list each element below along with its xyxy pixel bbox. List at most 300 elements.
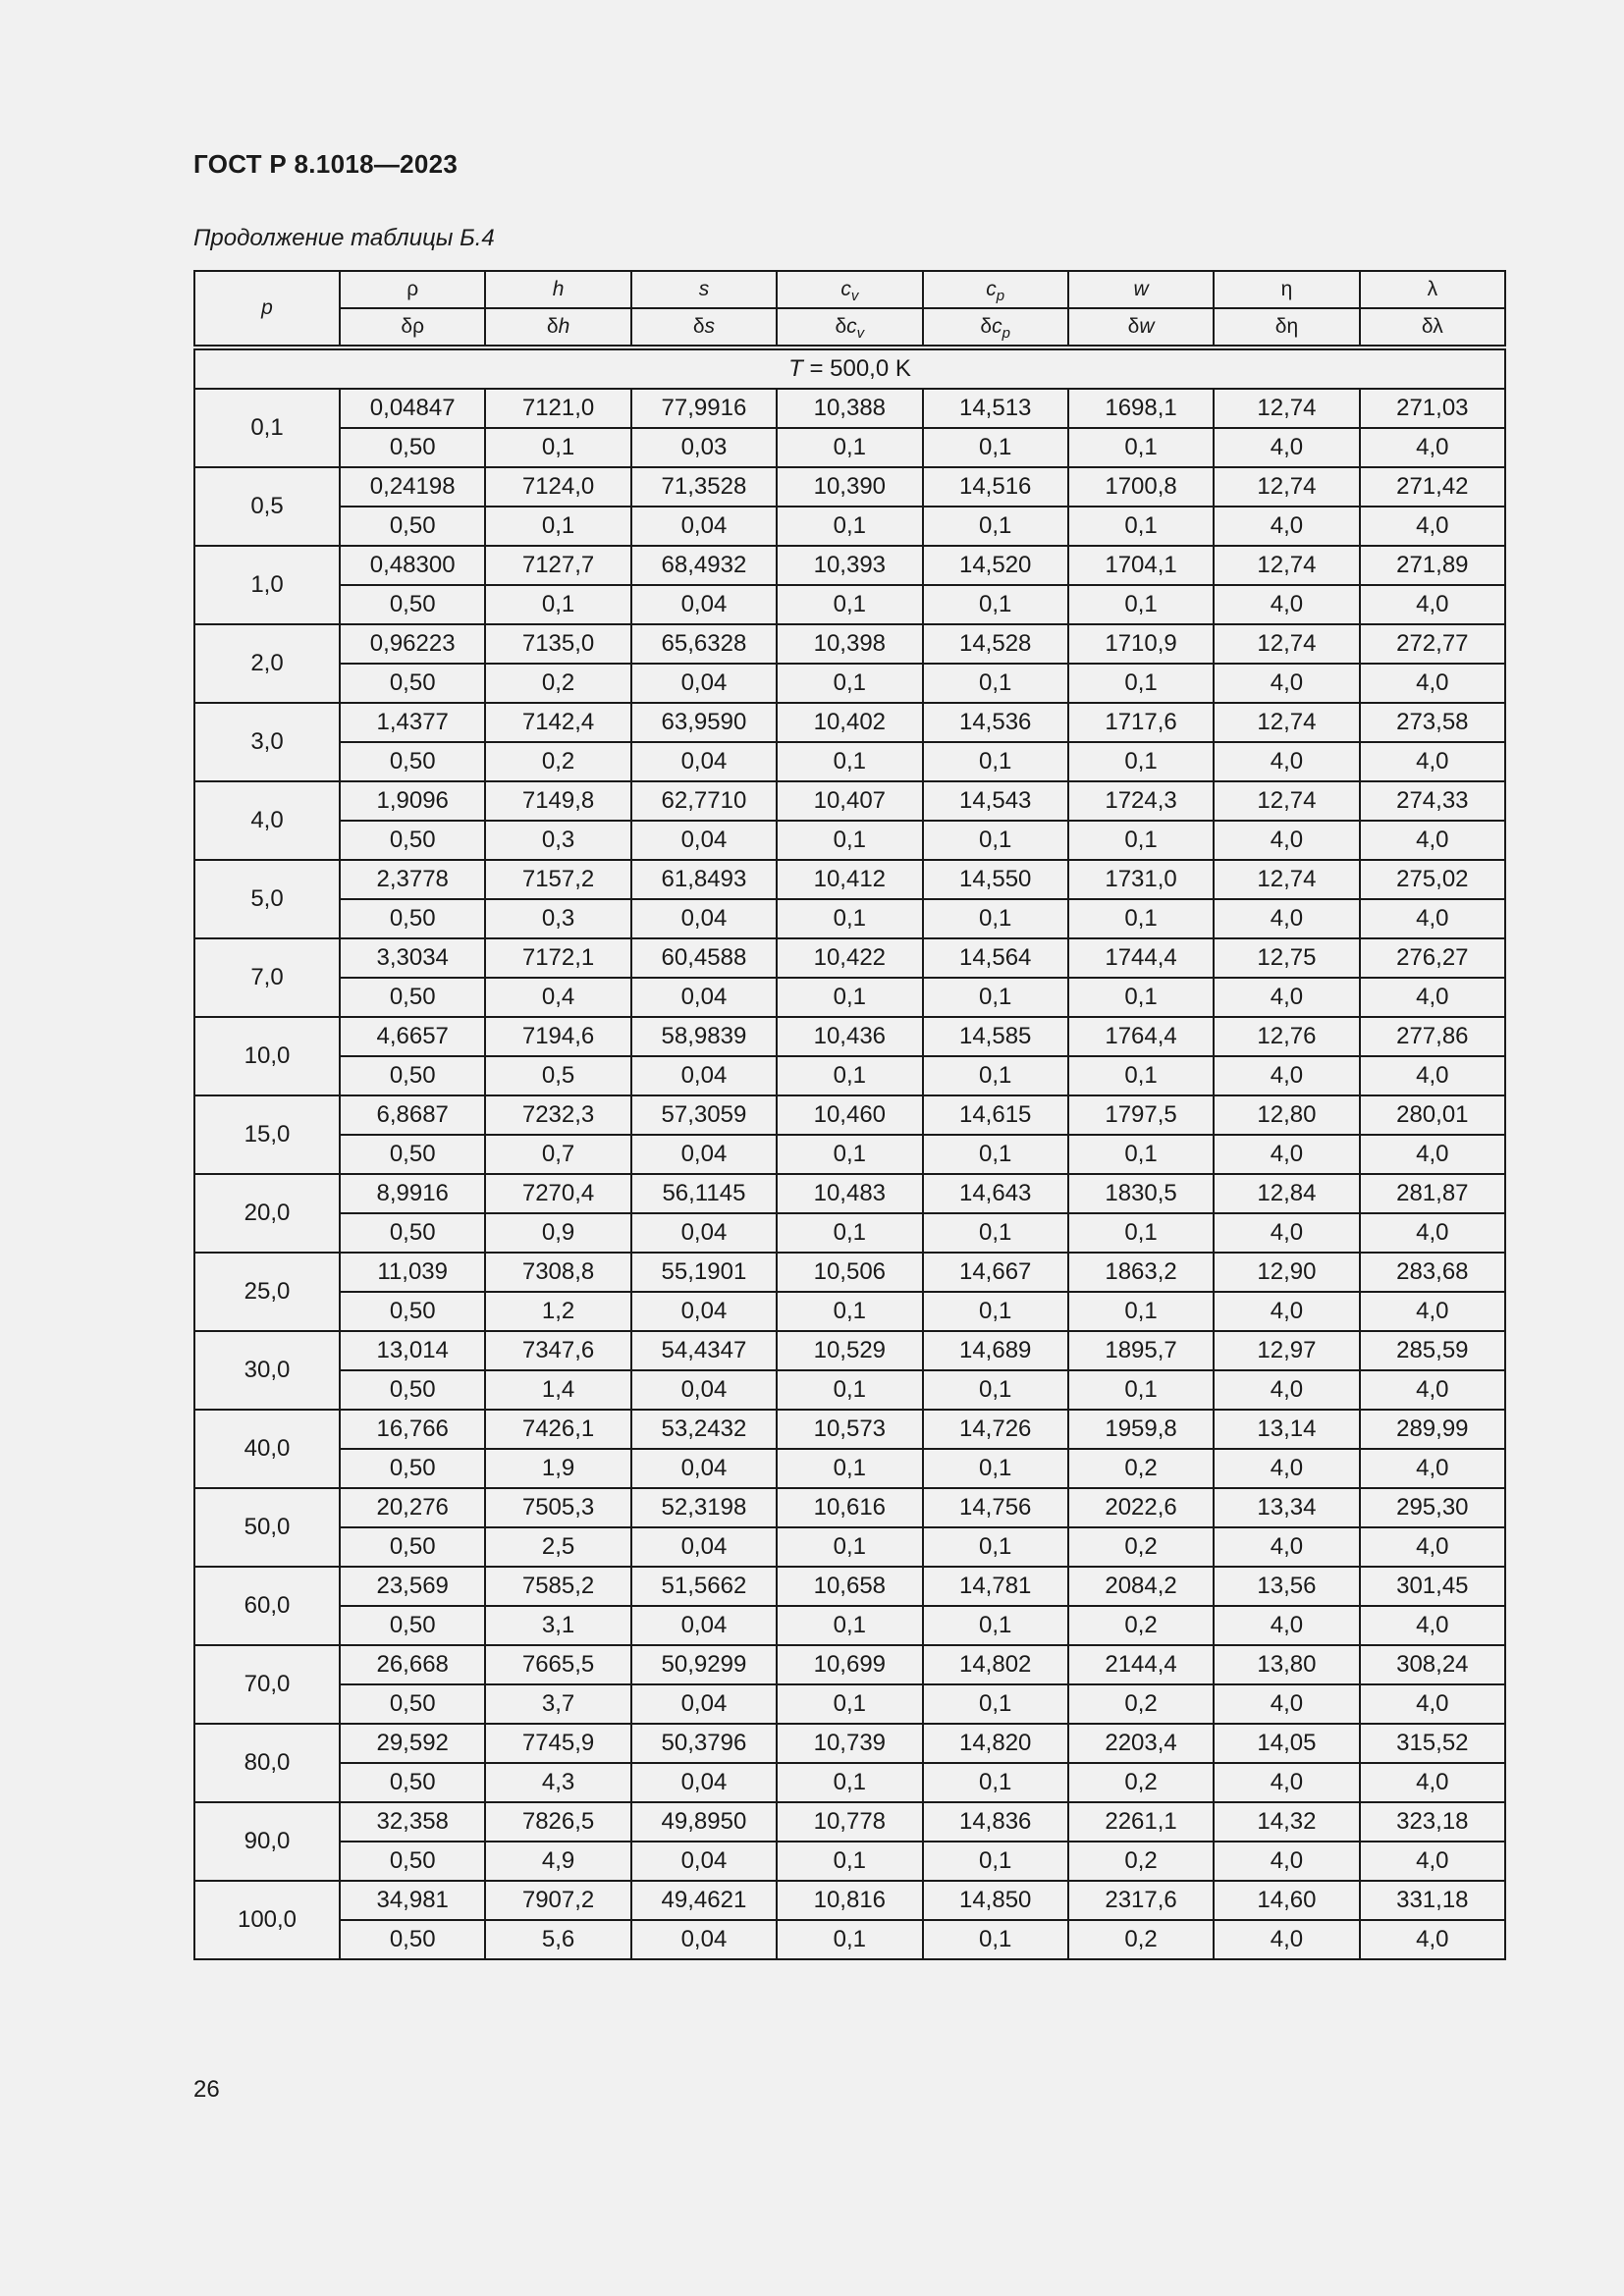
header-pressure: p	[194, 271, 340, 347]
uncertainty-symbol: c	[992, 315, 1002, 338]
uncertainty-cell: 0,1	[923, 1763, 1068, 1802]
uncertainty-cell: 4,0	[1360, 1684, 1505, 1724]
uncertainty-cell: 0,50	[340, 1056, 485, 1095]
value-cell: 331,18	[1360, 1881, 1505, 1920]
uncertainty-cell: 0,1	[1068, 978, 1214, 1017]
page-number: 26	[193, 2076, 220, 2103]
value-cell: 2084,2	[1068, 1567, 1214, 1606]
uncertainty-cell: 0,1	[923, 664, 1068, 703]
uncertainty-cell: 0,04	[631, 585, 777, 624]
value-cell: 0,48300	[340, 546, 485, 585]
value-cell: 63,9590	[631, 703, 777, 742]
value-cell: 10,739	[777, 1724, 922, 1763]
uncertainty-cell: 4,0	[1214, 1292, 1359, 1331]
value-cell: 273,58	[1360, 703, 1505, 742]
uncertainty-cell: 0,04	[631, 978, 777, 1017]
uncertainty-cell: 0,1	[485, 428, 630, 467]
value-cell: 14,543	[923, 781, 1068, 821]
uncertainty-cell: 0,5	[485, 1056, 630, 1095]
uncertainty-cell: 0,1	[923, 1920, 1068, 1959]
uncertainty-cell: 0,04	[631, 1213, 777, 1253]
value-cell: 3,3034	[340, 938, 485, 978]
table-row	[194, 1174, 1505, 1213]
uncertainty-cell: 4,0	[1214, 1449, 1359, 1488]
uncertainty-cell: 4,0	[1214, 1920, 1359, 1959]
value-cell: 271,89	[1360, 546, 1505, 585]
table-row-uncertainty	[194, 1920, 1505, 1959]
value-cell: 1717,6	[1068, 703, 1214, 742]
pressure-cell: 20,0	[194, 1174, 340, 1253]
value-cell: 272,77	[1360, 624, 1505, 664]
value-cell: 10,778	[777, 1802, 922, 1842]
table-row	[194, 1881, 1505, 1920]
uncertainty-cell: 4,0	[1214, 664, 1359, 703]
uncertainty-cell: 4,0	[1214, 1763, 1359, 1802]
value-cell: 10,398	[777, 624, 922, 664]
table-row	[194, 781, 1505, 821]
uncertainty-cell: 4,0	[1214, 899, 1359, 938]
pressure-cell: 2,0	[194, 624, 340, 703]
value-cell: 1,9096	[340, 781, 485, 821]
temperature-row	[194, 347, 1505, 389]
pressure-cell: 1,0	[194, 546, 340, 624]
pressure-cell: 60,0	[194, 1567, 340, 1645]
value-cell: 8,9916	[340, 1174, 485, 1213]
uncertainty-cell: 4,0	[1360, 1135, 1505, 1174]
uncertainty-subscript: v	[856, 325, 865, 342]
uncertainty-cell: 0,1	[777, 742, 922, 781]
value-cell: 7907,2	[485, 1881, 630, 1920]
uncertainty-cell: 0,1	[777, 664, 922, 703]
pressure-cell: 80,0	[194, 1724, 340, 1802]
uncertainty-cell: 4,0	[1360, 428, 1505, 467]
value-cell: 11,039	[340, 1253, 485, 1292]
pressure-cell: 100,0	[194, 1881, 340, 1959]
pressure-cell: 5,0	[194, 860, 340, 938]
uncertainty-cell: 0,04	[631, 1527, 777, 1567]
value-cell: 308,24	[1360, 1645, 1505, 1684]
uncertainty-cell: 4,0	[1360, 1842, 1505, 1881]
uncertainty-cell: 0,50	[340, 1684, 485, 1724]
table-header	[194, 271, 1505, 347]
value-cell: 29,592	[340, 1724, 485, 1763]
uncertainty-cell: 0,1	[923, 1527, 1068, 1567]
pressure-cell: 25,0	[194, 1253, 340, 1331]
value-cell: 1731,0	[1068, 860, 1214, 899]
value-cell: 7127,7	[485, 546, 630, 585]
pressure-cell: 30,0	[194, 1331, 340, 1410]
uncertainty-cell: 4,0	[1214, 1056, 1359, 1095]
header-uncertainty-2	[631, 308, 777, 347]
value-cell: 10,699	[777, 1645, 922, 1684]
uncertainty-cell: 0,50	[340, 1527, 485, 1567]
header-symbol-6	[1214, 271, 1359, 308]
value-cell: 315,52	[1360, 1724, 1505, 1763]
uncertainty-cell: 4,0	[1360, 821, 1505, 860]
value-cell: 7172,1	[485, 938, 630, 978]
value-cell: 14,726	[923, 1410, 1068, 1449]
value-cell: 54,4347	[631, 1331, 777, 1370]
table-row	[194, 860, 1505, 899]
uncertainty-cell: 0,50	[340, 1920, 485, 1959]
value-cell: 14,781	[923, 1567, 1068, 1606]
value-cell: 7157,2	[485, 860, 630, 899]
uncertainty-cell: 0,04	[631, 664, 777, 703]
value-cell: 71,3528	[631, 467, 777, 507]
uncertainty-cell: 4,0	[1360, 1213, 1505, 1253]
value-cell: 7665,5	[485, 1645, 630, 1684]
uncertainty-cell: 0,1	[1068, 1292, 1214, 1331]
uncertainty-cell: 0,1	[777, 1920, 922, 1959]
uncertainty-cell: 0,50	[340, 821, 485, 860]
uncertainty-cell: 4,0	[1360, 664, 1505, 703]
value-cell: 7347,6	[485, 1331, 630, 1370]
uncertainty-cell: 4,0	[1360, 899, 1505, 938]
uncertainty-cell: 0,1	[923, 507, 1068, 546]
table-row	[194, 1095, 1505, 1135]
value-cell: 0,24198	[340, 467, 485, 507]
value-cell: 10,393	[777, 546, 922, 585]
value-cell: 14,60	[1214, 1881, 1359, 1920]
uncertainty-cell: 4,0	[1214, 1135, 1359, 1174]
pressure-cell: 70,0	[194, 1645, 340, 1724]
value-cell: 60,4588	[631, 938, 777, 978]
uncertainty-cell: 0,04	[631, 1292, 777, 1331]
uncertainty-cell: 4,0	[1360, 1292, 1505, 1331]
table-row	[194, 1724, 1505, 1763]
uncertainty-cell: 0,50	[340, 664, 485, 703]
uncertainty-cell: 0,50	[340, 507, 485, 546]
uncertainty-cell: 0,1	[777, 899, 922, 938]
symbol-text: c	[986, 278, 997, 300]
table-row-uncertainty	[194, 1842, 1505, 1881]
uncertainty-cell: 4,0	[1214, 1842, 1359, 1881]
value-cell: 1710,9	[1068, 624, 1214, 664]
value-cell: 14,05	[1214, 1724, 1359, 1763]
pressure-cell: 10,0	[194, 1017, 340, 1095]
uncertainty-cell: 0,1	[777, 1684, 922, 1724]
value-cell: 13,34	[1214, 1488, 1359, 1527]
value-cell: 68,4932	[631, 546, 777, 585]
table-row	[194, 938, 1505, 978]
uncertainty-cell: 0,1	[923, 742, 1068, 781]
value-cell: 10,390	[777, 467, 922, 507]
uncertainty-cell: 0,04	[631, 1135, 777, 1174]
value-cell: 2317,6	[1068, 1881, 1214, 1920]
value-cell: 10,573	[777, 1410, 922, 1449]
table-caption: Продолжение таблицы Б.4	[193, 225, 495, 251]
document-id: ГОСТ Р 8.1018—2023	[193, 149, 459, 179]
uncertainty-symbol: λ	[1433, 315, 1443, 338]
header-row-symbols	[194, 271, 1505, 308]
uncertainty-cell: 4,0	[1360, 585, 1505, 624]
value-cell: 26,668	[340, 1645, 485, 1684]
value-cell: 271,03	[1360, 389, 1505, 428]
uncertainty-cell: 0,04	[631, 1606, 777, 1645]
value-cell: 10,402	[777, 703, 922, 742]
table-row	[194, 703, 1505, 742]
value-cell: 295,30	[1360, 1488, 1505, 1527]
uncertainty-cell: 0,50	[340, 742, 485, 781]
value-cell: 1863,2	[1068, 1253, 1214, 1292]
value-cell: 51,5662	[631, 1567, 777, 1606]
uncertainty-cell: 5,6	[485, 1920, 630, 1959]
uncertainty-cell: 0,3	[485, 899, 630, 938]
delta-prefix: δ	[401, 315, 413, 338]
uncertainty-cell: 0,50	[340, 978, 485, 1017]
table-row-uncertainty	[194, 1370, 1505, 1410]
uncertainty-cell: 0,1	[777, 1842, 922, 1881]
uncertainty-symbol: c	[846, 315, 857, 338]
pressure-cell: 90,0	[194, 1802, 340, 1881]
value-cell: 57,3059	[631, 1095, 777, 1135]
value-cell: 12,80	[1214, 1095, 1359, 1135]
uncertainty-cell: 4,9	[485, 1842, 630, 1881]
uncertainty-cell: 4,0	[1214, 507, 1359, 546]
uncertainty-cell: 4,0	[1214, 821, 1359, 860]
symbol-subscript: v	[850, 288, 859, 304]
uncertainty-cell: 4,0	[1360, 1449, 1505, 1488]
uncertainty-cell: 0,1	[777, 1213, 922, 1253]
value-cell: 50,3796	[631, 1724, 777, 1763]
value-cell: 12,74	[1214, 860, 1359, 899]
value-cell: 6,8687	[340, 1095, 485, 1135]
value-cell: 65,6328	[631, 624, 777, 664]
value-cell: 13,56	[1214, 1567, 1359, 1606]
value-cell: 1830,5	[1068, 1174, 1214, 1213]
uncertainty-cell: 0,1	[777, 507, 922, 546]
header-symbol-4	[923, 271, 1068, 308]
uncertainty-cell: 4,0	[1360, 1763, 1505, 1802]
value-cell: 14,32	[1214, 1802, 1359, 1842]
uncertainty-cell: 0,1	[777, 585, 922, 624]
table-row-uncertainty	[194, 1606, 1505, 1645]
value-cell: 7505,3	[485, 1488, 630, 1527]
value-cell: 1,4377	[340, 703, 485, 742]
value-cell: 14,820	[923, 1724, 1068, 1763]
uncertainty-cell: 0,9	[485, 1213, 630, 1253]
uncertainty-cell: 2,5	[485, 1527, 630, 1567]
value-cell: 7745,9	[485, 1724, 630, 1763]
value-cell: 280,01	[1360, 1095, 1505, 1135]
value-cell: 14,667	[923, 1253, 1068, 1292]
pressure-cell: 15,0	[194, 1095, 340, 1174]
uncertainty-cell: 4,0	[1360, 742, 1505, 781]
delta-prefix: δ	[835, 315, 847, 338]
value-cell: 14,836	[923, 1802, 1068, 1842]
value-cell: 0,96223	[340, 624, 485, 664]
value-cell: 7232,3	[485, 1095, 630, 1135]
table-row-uncertainty	[194, 664, 1505, 703]
uncertainty-symbol: ρ	[412, 315, 425, 338]
uncertainty-cell: 4,0	[1214, 585, 1359, 624]
uncertainty-cell: 0,04	[631, 1763, 777, 1802]
table-row-uncertainty	[194, 742, 1505, 781]
uncertainty-cell: 0,1	[485, 585, 630, 624]
uncertainty-cell: 0,50	[340, 428, 485, 467]
value-cell: 7426,1	[485, 1410, 630, 1449]
header-uncertainty-4	[923, 308, 1068, 347]
value-cell: 1704,1	[1068, 546, 1214, 585]
delta-prefix: δ	[692, 315, 705, 338]
value-cell: 12,74	[1214, 467, 1359, 507]
temperature-label: T = 500,0 K	[194, 347, 1505, 389]
uncertainty-cell: 0,1	[777, 1527, 922, 1567]
uncertainty-cell: 0,1	[923, 1135, 1068, 1174]
table-row-uncertainty	[194, 585, 1505, 624]
table-row-uncertainty	[194, 899, 1505, 938]
table-row	[194, 1567, 1505, 1606]
value-cell: 14,802	[923, 1645, 1068, 1684]
value-cell: 7826,5	[485, 1802, 630, 1842]
uncertainty-cell: 0,50	[340, 1292, 485, 1331]
table-row	[194, 546, 1505, 585]
uncertainty-cell: 0,04	[631, 1920, 777, 1959]
table-row	[194, 1017, 1505, 1056]
uncertainty-cell: 0,50	[340, 1449, 485, 1488]
symbol-text: λ	[1427, 278, 1438, 300]
header-symbol-7	[1360, 271, 1505, 308]
uncertainty-cell: 0,04	[631, 899, 777, 938]
uncertainty-cell: 0,50	[340, 1213, 485, 1253]
delta-prefix: δ	[1127, 315, 1140, 338]
value-cell: 14,585	[923, 1017, 1068, 1056]
value-cell: 1959,8	[1068, 1410, 1214, 1449]
value-cell: 13,80	[1214, 1645, 1359, 1684]
header-symbol-0	[340, 271, 485, 308]
uncertainty-symbol: w	[1139, 315, 1155, 338]
value-cell: 281,87	[1360, 1174, 1505, 1213]
uncertainty-cell: 0,2	[485, 664, 630, 703]
table-row	[194, 1802, 1505, 1842]
uncertainty-cell: 0,04	[631, 1370, 777, 1410]
value-cell: 1764,4	[1068, 1017, 1214, 1056]
symbol-text: s	[698, 278, 710, 300]
value-cell: 12,84	[1214, 1174, 1359, 1213]
symbol-text: h	[552, 278, 565, 300]
value-cell: 7308,8	[485, 1253, 630, 1292]
uncertainty-cell: 4,0	[1214, 1606, 1359, 1645]
value-cell: 61,8493	[631, 860, 777, 899]
value-cell: 10,483	[777, 1174, 922, 1213]
value-cell: 14,564	[923, 938, 1068, 978]
value-cell: 14,550	[923, 860, 1068, 899]
value-cell: 283,68	[1360, 1253, 1505, 1292]
delta-prefix: δ	[1421, 315, 1434, 338]
uncertainty-cell: 3,7	[485, 1684, 630, 1724]
header-uncertainty-7	[1360, 308, 1505, 347]
table-row	[194, 1253, 1505, 1292]
uncertainty-cell: 0,1	[1068, 507, 1214, 546]
uncertainty-cell: 0,1	[923, 585, 1068, 624]
value-cell: 14,516	[923, 467, 1068, 507]
value-cell: 7194,6	[485, 1017, 630, 1056]
table-row	[194, 1488, 1505, 1527]
value-cell: 12,74	[1214, 624, 1359, 664]
pressure-cell: 7,0	[194, 938, 340, 1017]
value-cell: 276,27	[1360, 938, 1505, 978]
value-cell: 20,276	[340, 1488, 485, 1527]
value-cell: 62,7710	[631, 781, 777, 821]
uncertainty-cell: 0,2	[1068, 1449, 1214, 1488]
uncertainty-cell: 0,03	[631, 428, 777, 467]
uncertainty-cell: 0,1	[485, 507, 630, 546]
uncertainty-cell: 0,50	[340, 1135, 485, 1174]
uncertainty-cell: 0,1	[1068, 1056, 1214, 1095]
uncertainty-cell: 4,0	[1360, 1606, 1505, 1645]
value-cell: 12,74	[1214, 781, 1359, 821]
value-cell: 301,45	[1360, 1567, 1505, 1606]
uncertainty-cell: 0,1	[1068, 428, 1214, 467]
value-cell: 14,689	[923, 1331, 1068, 1370]
uncertainty-cell: 0,04	[631, 1449, 777, 1488]
value-cell: 10,388	[777, 389, 922, 428]
value-cell: 14,513	[923, 389, 1068, 428]
value-cell: 34,981	[340, 1881, 485, 1920]
uncertainty-cell: 0,1	[777, 1135, 922, 1174]
value-cell: 12,74	[1214, 703, 1359, 742]
header-uncertainty-6	[1214, 308, 1359, 347]
value-cell: 1724,3	[1068, 781, 1214, 821]
value-cell: 2022,6	[1068, 1488, 1214, 1527]
uncertainty-cell: 1,4	[485, 1370, 630, 1410]
value-cell: 58,9839	[631, 1017, 777, 1056]
value-cell: 0,04847	[340, 389, 485, 428]
table-row	[194, 389, 1505, 428]
uncertainty-cell: 0,1	[777, 1056, 922, 1095]
value-cell: 16,766	[340, 1410, 485, 1449]
uncertainty-cell: 3,1	[485, 1606, 630, 1645]
uncertainty-cell: 0,2	[485, 742, 630, 781]
uncertainty-cell: 4,0	[1360, 978, 1505, 1017]
table-row-uncertainty	[194, 1135, 1505, 1174]
value-cell: 10,412	[777, 860, 922, 899]
value-cell: 10,422	[777, 938, 922, 978]
uncertainty-cell: 0,2	[1068, 1842, 1214, 1881]
value-cell: 2144,4	[1068, 1645, 1214, 1684]
uncertainty-cell: 1,2	[485, 1292, 630, 1331]
table-row-uncertainty	[194, 507, 1505, 546]
uncertainty-cell: 0,1	[777, 1449, 922, 1488]
uncertainty-cell: 0,1	[1068, 1135, 1214, 1174]
value-cell: 10,407	[777, 781, 922, 821]
value-cell: 277,86	[1360, 1017, 1505, 1056]
uncertainty-cell: 0,1	[923, 1370, 1068, 1410]
table-row-uncertainty	[194, 1527, 1505, 1567]
value-cell: 13,14	[1214, 1410, 1359, 1449]
uncertainty-symbol: h	[558, 315, 570, 338]
uncertainty-cell: 0,2	[1068, 1920, 1214, 1959]
table-row-uncertainty	[194, 1763, 1505, 1802]
uncertainty-cell: 0,04	[631, 821, 777, 860]
value-cell: 32,358	[340, 1802, 485, 1842]
value-cell: 12,90	[1214, 1253, 1359, 1292]
uncertainty-cell: 0,1	[923, 1606, 1068, 1645]
uncertainty-cell: 0,1	[923, 1056, 1068, 1095]
table-row	[194, 1645, 1505, 1684]
value-cell: 7149,8	[485, 781, 630, 821]
uncertainty-cell: 0,1	[923, 978, 1068, 1017]
uncertainty-cell: 4,0	[1214, 978, 1359, 1017]
value-cell: 1698,1	[1068, 389, 1214, 428]
uncertainty-cell: 0,4	[485, 978, 630, 1017]
table-row-uncertainty	[194, 1213, 1505, 1253]
uncertainty-cell: 0,1	[923, 899, 1068, 938]
value-cell: 55,1901	[631, 1253, 777, 1292]
uncertainty-cell: 0,1	[923, 1213, 1068, 1253]
table-row	[194, 624, 1505, 664]
table-row	[194, 467, 1505, 507]
